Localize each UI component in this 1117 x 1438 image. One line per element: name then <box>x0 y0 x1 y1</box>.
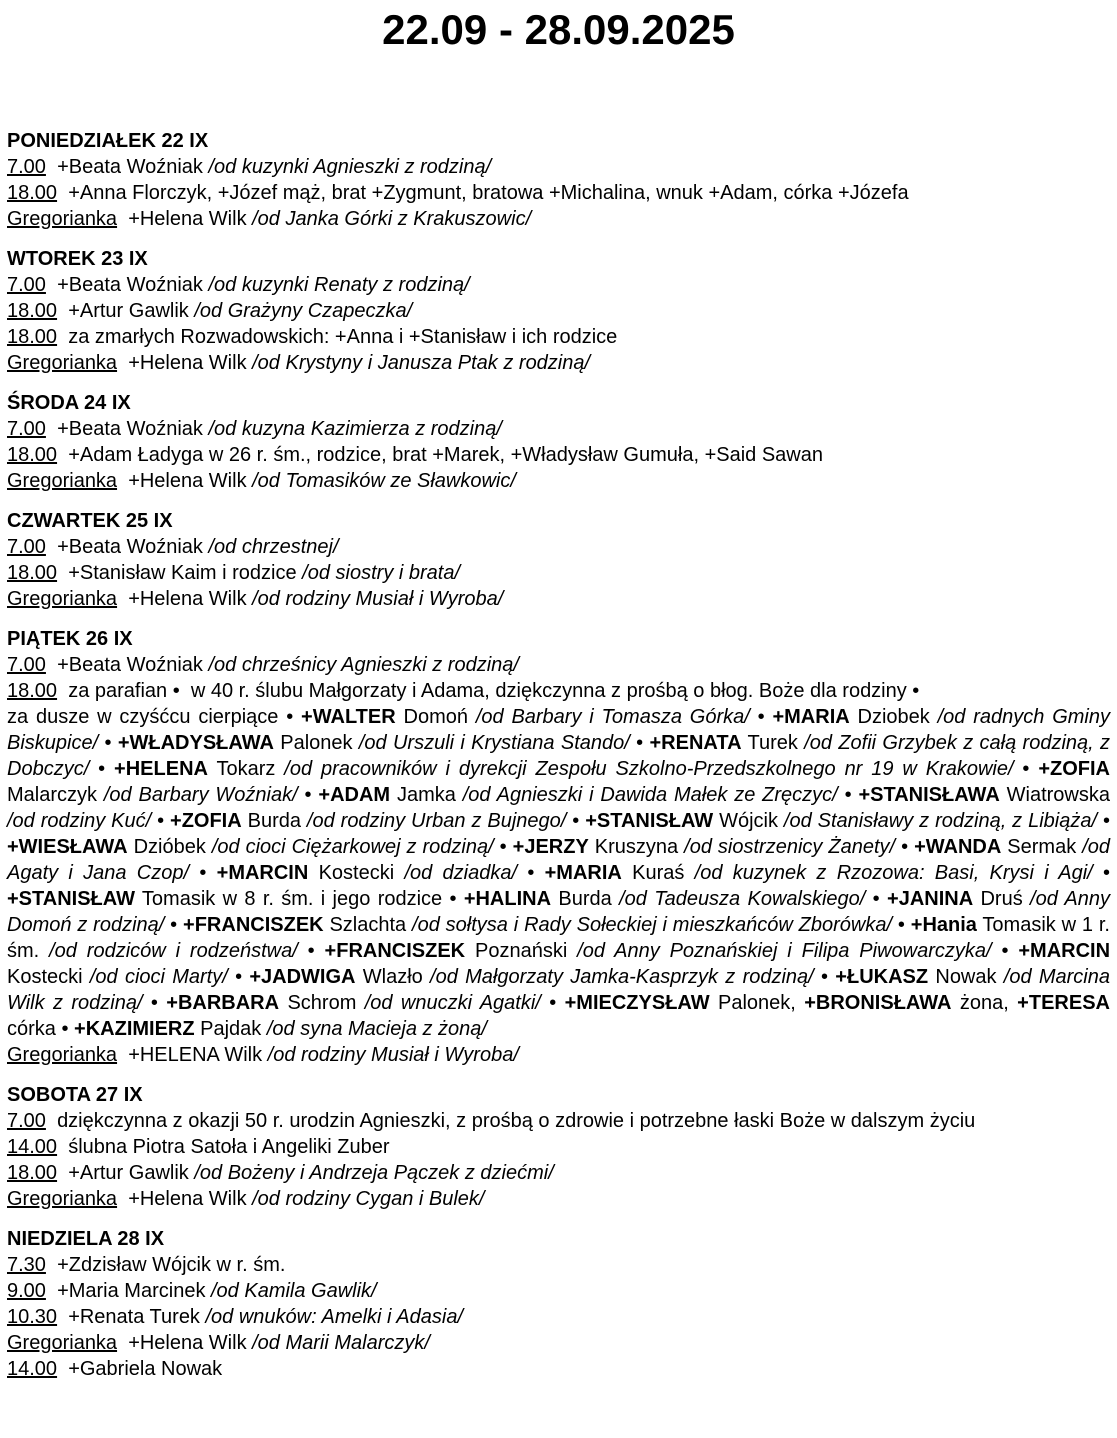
mass-row <box>7 560 1110 586</box>
mass-row <box>7 350 1110 376</box>
intention-attribution: /od rodziny Urban z Bujnego/ <box>306 810 567 832</box>
intention-name: +MARCIN <box>1018 940 1111 962</box>
intention-name: +KAZIMIERZ <box>74 1018 195 1040</box>
intention-text: +HELENA Wilk <box>128 1044 268 1066</box>
intention-text: • <box>151 810 171 832</box>
intention-attribution: /od rodziny Musiał i Wyroba/ <box>267 1044 519 1066</box>
mass-time: 7.00 <box>7 1110 46 1132</box>
intention-attribution: /od Marcina Wilk z rodziną/ <box>7 966 1110 1014</box>
mass-row <box>7 272 1110 298</box>
intention-text: • <box>991 940 1019 962</box>
intention-text: +Renata Turek <box>68 1306 206 1328</box>
intention-text: Kostecki <box>308 862 405 884</box>
mass-row <box>7 1330 1110 1356</box>
intention-text: • <box>297 940 325 962</box>
intention-text: Dziobek <box>849 706 938 728</box>
page-title: 22.09 - 28.09.2025 <box>382 6 735 53</box>
mass-time: Gregorianka <box>7 470 118 492</box>
day-heading: PIĄTEK 26 IX <box>7 628 133 650</box>
intention-text: Szlachta <box>323 914 413 936</box>
mass-time: 7.00 <box>7 418 46 440</box>
intention-attribution: /od rodziny Cygan i Bulek/ <box>252 1188 485 1210</box>
intention-text: +Adam Ładyga w 26 r. śm., rodzice, brat +Marek, +Władysław Gumuła, +Said Sawan <box>68 444 823 466</box>
day-heading: NIEDZIELA 28 IX <box>7 1228 165 1250</box>
intention-text: dziękczynna z okazji 50 r. urodzin Agnieszki, z prośbą o zdrowie i potrzebne łaski Boże w dalszym życiu <box>57 1110 976 1132</box>
intention-attribution: /od radnych Gminy Biskupice/ <box>7 706 1110 754</box>
intention-text: Nowak <box>928 966 1004 988</box>
mass-row <box>7 1042 1110 1068</box>
intention-attribution: /od kuzynki Agnieszki z rodziną/ <box>208 156 492 178</box>
intention-attribution: /od rodziców i rodzeństwa/ <box>49 940 298 962</box>
intention-attribution: /od Grażyny Czapeczka/ <box>194 300 413 322</box>
intention-name: +WANDA <box>914 836 1002 858</box>
intention-text: +Beata Woźniak <box>57 536 209 558</box>
intention-attribution: /od Małgorzaty Jamka-Kasprzyk z rodziną/ <box>430 966 814 988</box>
intention-attribution: /od rodziny Kuć/ <box>7 810 152 832</box>
mass-row <box>7 442 1110 468</box>
mass-time: Gregorianka <box>7 1188 118 1210</box>
intention-attribution: /od Krystyny i Janusza Ptak z rodziną/ <box>252 352 591 374</box>
intention-text: • <box>517 862 545 884</box>
mass-time: 14.00 <box>7 1358 58 1380</box>
mass-time: 7.00 <box>7 156 46 178</box>
intention-text: +Helena Wilk <box>128 588 253 610</box>
intention-attribution: /od kuzyna Kazimierza z rodziną/ <box>208 418 502 440</box>
day-heading: SOBOTA 27 IX <box>7 1084 143 1106</box>
mass-row <box>7 1278 1110 1304</box>
intention-attribution: /od Agaty i Jana Czop/ <box>7 836 1111 884</box>
intention-name: +HELENA <box>114 758 208 780</box>
intention-text: • <box>227 966 250 988</box>
mass-time: Gregorianka <box>7 1044 118 1066</box>
intention-attribution: /od chrzestnej/ <box>208 536 339 558</box>
intention-text: Burda <box>241 810 307 832</box>
intention-text: +Artur Gawlik <box>68 1162 195 1184</box>
day-heading: CZWARTEK 25 IX <box>7 510 173 532</box>
mass-row <box>7 1356 1110 1382</box>
intention-text: • <box>297 784 319 806</box>
intention-text: +Beata Woźniak <box>57 156 209 178</box>
intention-text: • <box>813 966 836 988</box>
mass-time: 18.00 <box>7 562 58 584</box>
mass-time: 7.00 <box>7 654 46 676</box>
mass-row <box>7 154 1110 180</box>
intention-attribution: /od Tomasików ze Sławkowic/ <box>252 470 516 492</box>
intention-attribution: /od Agnieszki i Dawida Małek ze Zręczyc/ <box>462 784 838 806</box>
day-section <box>7 508 1110 612</box>
intention-attribution: /od Urszuli i Krystiana Stando/ <box>358 732 630 754</box>
intention-attribution: /od dziadka/ <box>404 862 518 884</box>
intention-attribution: /od cioci Ciężarkowej z rodziną/ <box>211 836 494 858</box>
mass-row <box>7 206 1110 232</box>
intention-text: • <box>142 992 167 1014</box>
intention-text: • <box>493 836 513 858</box>
intention-text: Tokarz <box>207 758 285 780</box>
intention-text: Domoń <box>395 706 476 728</box>
mass-time: 7.00 <box>7 274 46 296</box>
mass-row <box>7 586 1110 612</box>
intention-name: +MARIA <box>544 862 622 884</box>
intention-text: +Helena Wilk <box>128 208 253 230</box>
intention-text: Druś <box>973 888 1031 910</box>
mass-row <box>7 1134 1110 1160</box>
mass-row <box>7 298 1110 324</box>
mass-time: Gregorianka <box>7 1332 118 1354</box>
intention-attribution: /od sołtysa i Rady Sołeckiej i mieszkańców Zborówka/ <box>412 914 893 936</box>
intention-text: Jamka <box>390 784 463 806</box>
intention-text: Burda <box>551 888 620 910</box>
mass-row <box>7 1252 1110 1278</box>
intention-text: Schrom <box>279 992 365 1014</box>
intention-text: • <box>892 914 911 936</box>
mass-time: 7.00 <box>7 536 46 558</box>
intention-text: córka • <box>7 1018 75 1040</box>
mass-time: 7.30 <box>7 1254 46 1276</box>
intention-text: Pajdak <box>194 1018 267 1040</box>
mass-time: 18.00 <box>7 444 58 466</box>
intention-text: Palonek, <box>709 992 805 1014</box>
day-heading: ŚRODA 24 IX <box>7 392 131 414</box>
intention-text: Turek <box>741 732 805 754</box>
mass-time: 18.00 <box>7 326 58 348</box>
intention-attribution: /od Bożeny i Andrzeja Pączek z dziećmi/ <box>194 1162 554 1184</box>
intention-text: Wójcik <box>713 810 784 832</box>
intention-attribution: /od Janka Górki z Krakuszowic/ <box>252 208 532 230</box>
intention-text: • <box>629 732 650 754</box>
mass-row <box>7 534 1110 560</box>
intention-text: za zmarłych Rozwadowskich: +Anna i +Stanisław i ich rodzice <box>68 326 618 348</box>
intention-text: za parafian • w 40 r. ślubu Małgorzaty i Adama, dziękczynna z prośbą o błog. Boże dla rodziny • <box>68 680 920 702</box>
mass-time: Gregorianka <box>7 352 118 374</box>
intention-text: • <box>865 888 888 910</box>
intention-attribution: /od chrześnicy Agnieszki z rodziną/ <box>208 654 519 676</box>
mass-time: Gregorianka <box>7 588 118 610</box>
intention-attribution: /od kuzynek z Rzozowa: Basi, Krysi i Agi/ <box>694 862 1093 884</box>
intention-attribution: /od Stanisławy z rodziną, z Libiąża/ <box>783 810 1098 832</box>
intention-text: +Helena Wilk <box>128 352 253 374</box>
intention-text: Malarczyk <box>7 784 104 806</box>
intention-name: +FRANCISZEK <box>324 940 466 962</box>
intention-text: • <box>895 836 915 858</box>
intention-text: +Maria Marcinek <box>57 1280 211 1302</box>
mass-row <box>7 1160 1110 1186</box>
intention-text: • <box>540 992 565 1014</box>
intention-name: +WIESŁAWA <box>7 836 128 858</box>
intention-text: Kostecki <box>7 966 90 988</box>
intention-text: • <box>837 784 859 806</box>
mass-time: 18.00 <box>7 300 58 322</box>
intention-name: +STANISŁAWA <box>858 784 1000 806</box>
intention-text: • <box>164 914 184 936</box>
intention-text: +Beata Woźniak <box>57 654 209 676</box>
intention-text: Wiatrowska <box>999 784 1110 806</box>
intention-attribution: /od Barbary Woźniak/ <box>103 784 298 806</box>
intention-name: +RENATA <box>649 732 742 754</box>
intention-text: • <box>749 706 773 728</box>
intention-text: • <box>98 732 118 754</box>
mass-time: Gregorianka <box>7 208 118 230</box>
intention-text: Wlazło <box>355 966 431 988</box>
sections <box>7 128 1110 1382</box>
intention-attribution: /od pracowników i dyrekcji Zespołu Szkolno-Przedszkolnego nr 19 w Krakowie/ <box>284 758 1014 780</box>
intention-name: +HALINA <box>463 888 552 910</box>
intention-attribution: /od Tadeusza Kowalskiego/ <box>619 888 866 910</box>
intention-text: żona, <box>951 992 1018 1014</box>
day-heading: WTOREK 23 IX <box>7 248 148 270</box>
day-section <box>7 1082 1110 1212</box>
intention-attribution: /od Anny Domoń z rodziną/ <box>7 888 1110 936</box>
intention-text: Palonek <box>273 732 359 754</box>
mass-time: 18.00 <box>7 182 58 204</box>
intention-text: • <box>1092 862 1111 884</box>
intention-name: +JANINA <box>887 888 974 910</box>
intention-attribution: /od cioci Marty/ <box>89 966 228 988</box>
intention-name: +STANISŁAW <box>585 810 714 832</box>
mass-row <box>7 468 1110 494</box>
intention-text: ślubna Piotra Satoła i Angeliki Zuber <box>68 1136 390 1158</box>
mass-row <box>7 652 1110 678</box>
intention-name: +ŁUKASZ <box>835 966 929 988</box>
intention-name: +Hania <box>910 914 977 936</box>
day-section <box>7 128 1110 232</box>
intention-text: Dzióbek <box>127 836 212 858</box>
intention-name: +ZOFIA <box>170 810 242 832</box>
intention-name: +ADAM <box>318 784 391 806</box>
intention-attribution: /od siostrzenicy Żanety/ <box>684 836 896 858</box>
intention-text: • <box>566 810 586 832</box>
mass-row <box>7 324 1110 350</box>
intention-name: +FRANCISZEK <box>183 914 324 936</box>
intention-text: +Zdzisław Wójcik w r. śm. <box>57 1254 286 1276</box>
intention-name: +BRONISŁAWA <box>804 992 952 1014</box>
mass-time: 14.00 <box>7 1136 58 1158</box>
intention-name: +TERESA <box>1017 992 1110 1014</box>
intention-attribution: /od syna Macieja z żoną/ <box>266 1018 487 1040</box>
intention-name: +JADWIGA <box>249 966 356 988</box>
intention-name: +WŁADYSŁAWA <box>117 732 274 754</box>
mass-row <box>7 1186 1110 1212</box>
intention-text: Tomasik w 8 r. śm. i jego rodzice • <box>134 888 464 910</box>
intention-attribution: /od rodziny Musiał i Wyroba/ <box>252 588 504 610</box>
mass-row <box>7 180 1110 206</box>
intention-text: +Beata Woźniak <box>57 418 209 440</box>
intention-attribution: /od Kamila Gawlik/ <box>211 1280 377 1302</box>
mass-row <box>7 416 1110 442</box>
day-heading: PONIEDZIAŁEK 22 IX <box>7 130 209 152</box>
intention-text: +Helena Wilk <box>128 470 253 492</box>
intention-attribution: /od Zofii Grzybek z całą rodziną, z Dobczyc/ <box>7 732 1111 780</box>
intention-attribution: /od wnuczki Agatki/ <box>364 992 541 1014</box>
intention-text: • <box>189 862 217 884</box>
intention-attribution: /od Marii Malarczyk/ <box>252 1332 430 1354</box>
mass-time: 18.00 <box>7 680 58 702</box>
intention-text: +Stanisław Kaim i rodzice <box>68 562 303 584</box>
intention-text: Sermak <box>1001 836 1083 858</box>
intention-text: • <box>89 758 115 780</box>
mass-time: 9.00 <box>7 1280 46 1302</box>
mass-time: 18.00 <box>7 1162 58 1184</box>
intention-text: Kruszyna <box>588 836 685 858</box>
intention-text: Tomasik w 1 r. śm. <box>7 914 1110 962</box>
day-section <box>7 246 1110 376</box>
mass-time: 10.30 <box>7 1306 58 1328</box>
intention-name: +MARCIN <box>216 862 309 884</box>
intention-text: +Helena Wilk <box>128 1188 253 1210</box>
intention-text: +Beata Woźniak <box>57 274 209 296</box>
intention-name: +WALTER <box>301 706 396 728</box>
intention-name: +MARIA <box>772 706 850 728</box>
intention-text: Kuraś <box>621 862 695 884</box>
mass-row <box>7 704 1110 1042</box>
intention-text: +Helena Wilk <box>128 1332 253 1354</box>
intention-name: +JERZY <box>512 836 589 858</box>
intention-text: Poznański <box>465 940 578 962</box>
intention-text: • <box>1013 758 1039 780</box>
mass-row <box>7 678 1110 704</box>
day-section <box>7 1226 1110 1382</box>
intention-name: +MIECZYSŁAW <box>564 992 710 1014</box>
mass-row <box>7 1108 1110 1134</box>
intention-text: +Gabriela Nowak <box>68 1358 223 1380</box>
intention-attribution: /od siostry i brata/ <box>302 562 461 584</box>
intention-attribution: /od kuzynki Renaty z rodziną/ <box>208 274 470 296</box>
day-section <box>7 390 1110 494</box>
intention-attribution: /od Barbary i Tomasza Górka/ <box>475 706 750 728</box>
intention-text: +Anna Florczyk, +Józef mąż, brat +Zygmunt, bratowa +Michalina, wnuk +Adam, córka +Józefa <box>68 182 909 204</box>
intention-attribution: /od Anny Poznańskiej i Filipa Piwowarczyka/ <box>577 940 992 962</box>
intention-name: +BARBARA <box>166 992 280 1014</box>
day-section <box>7 626 1110 1068</box>
intention-text: • <box>1097 810 1110 832</box>
intention-attribution: /od wnuków: Amelki i Adasia/ <box>205 1306 464 1328</box>
intention-name: +STANISŁAW <box>7 888 135 910</box>
mass-row <box>7 1304 1110 1330</box>
intention-text: +Artur Gawlik <box>68 300 195 322</box>
intention-name: +ZOFIA <box>1038 758 1110 780</box>
intention-text: za dusze w czyśćcu cierpiące • <box>7 706 302 728</box>
